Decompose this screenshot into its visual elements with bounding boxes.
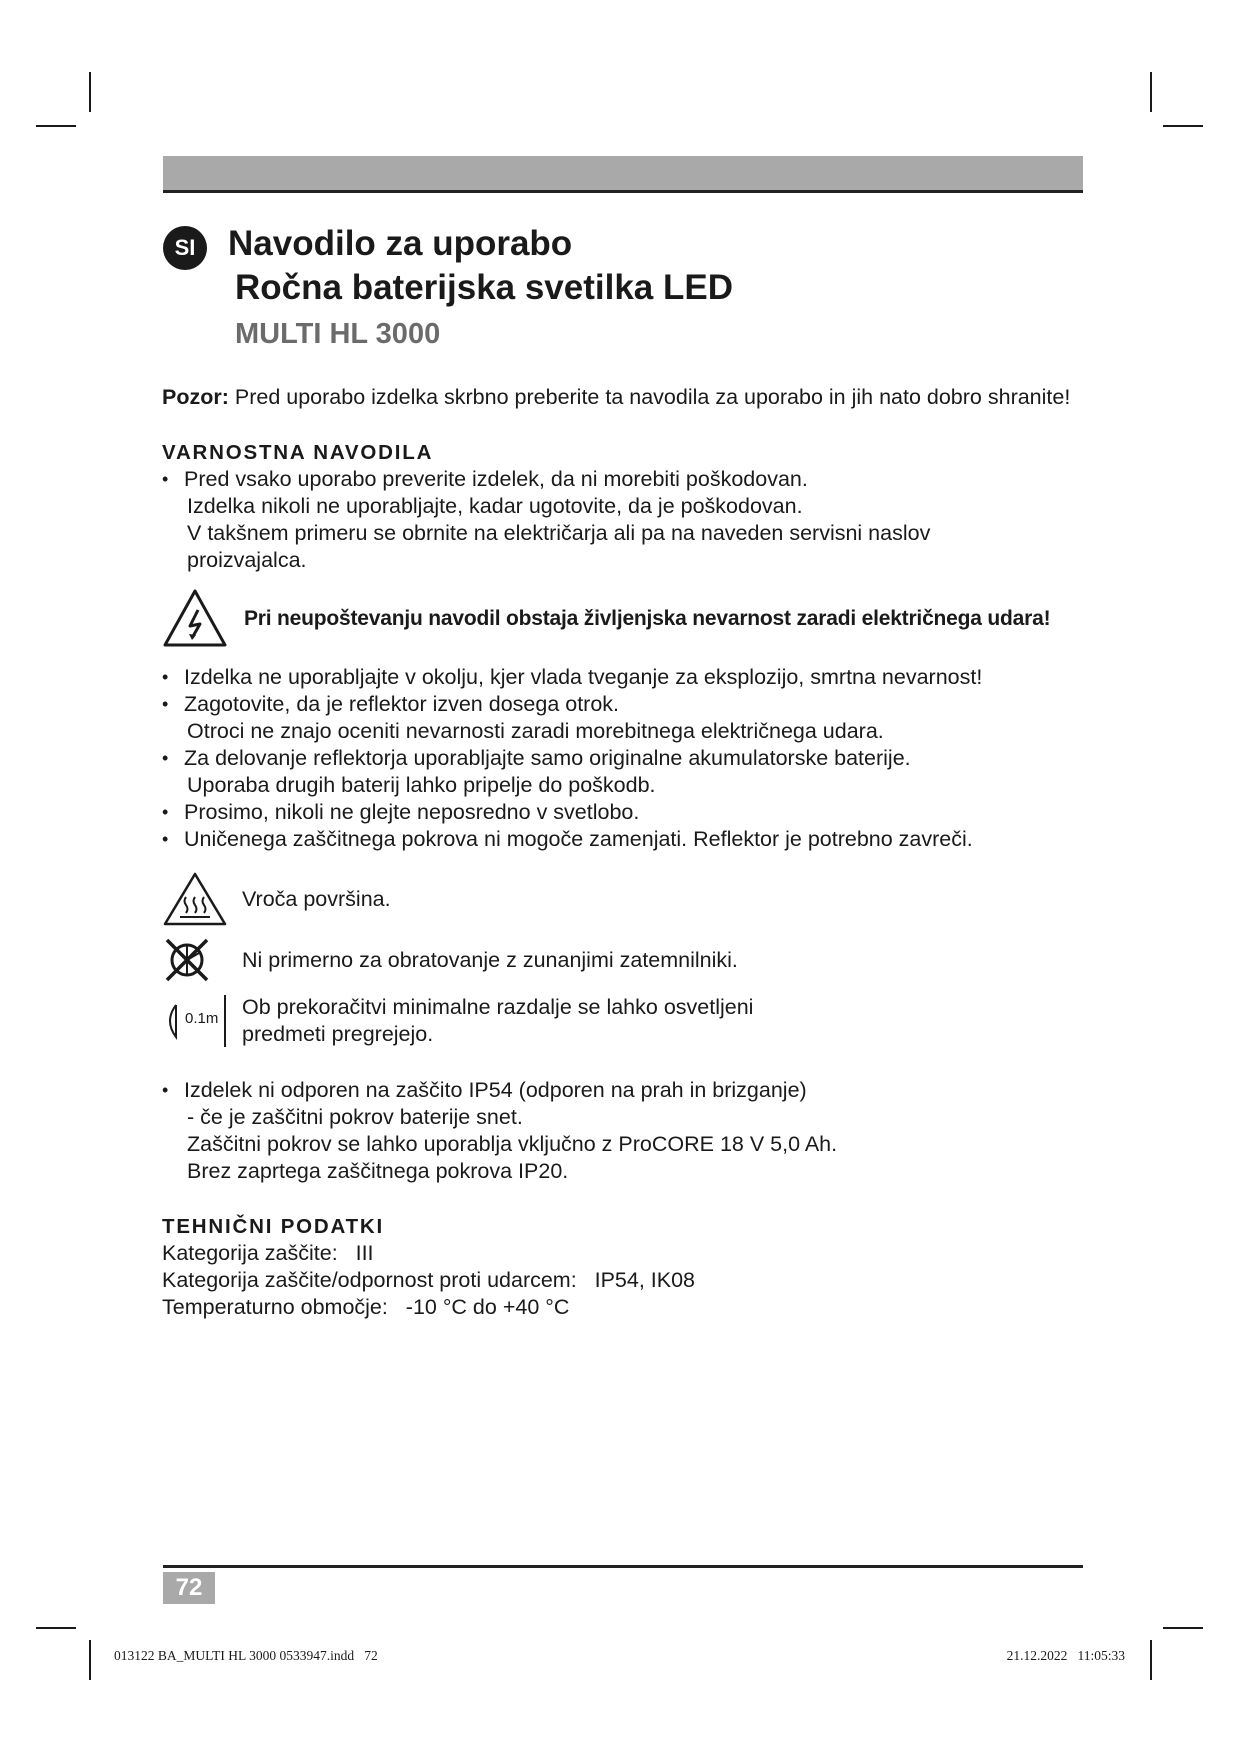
min-distance-label: 0.1m (185, 1010, 219, 1027)
no-dimmer-text: Ni primerno za obratovanje z zunanjimi zatemnilniki. (242, 947, 738, 972)
intro-label: Pozor: (162, 385, 229, 409)
min-distance-text: Ob prekoračitvi minimalne razdalje se lahko osvetljeni predmeti pregrejejo. (242, 995, 754, 1046)
manual-content (162, 384, 1092, 1321)
hot-surface-text: Vroča površina. (242, 886, 391, 911)
warning-text: Pri neupoštevanju navodil obstaja življenjska nevarnost zaradi električnega udara! (244, 606, 1051, 630)
no-dimmer-icon (162, 935, 212, 985)
crop-mark (36, 125, 76, 127)
intro-paragraph (162, 384, 1092, 411)
header-rule (163, 190, 1083, 193)
crop-mark (36, 1627, 76, 1629)
hot-surface-icon (162, 871, 228, 927)
header-bar (163, 156, 1083, 190)
crop-mark (89, 72, 91, 112)
language-badge: SI (163, 226, 207, 270)
list-item: • Uničenega zaščitnega pokrova ni mogoče zamenjati. Reflektor je potrebno zavreči. (162, 826, 1092, 853)
list-item: • Pred vsako uporabo preverite izdelek, da ni morebiti poškodovan. Izdelka nikoli ne uporabljajte, kadar ugotovite, da je poškodovan. V takšnem primeru se obrnite na električarja ali pa na naveden servisni naslov proizvajalca. (162, 466, 1092, 574)
ip-list (162, 1077, 1092, 1185)
tech-row: Temperaturno območje: -10 °C do +40 °C (162, 1295, 570, 1319)
print-timestamp: 21.12.2022 11:05:33 (1006, 1648, 1125, 1663)
safety-heading: VARNOSTNA NAVODILA (162, 441, 434, 464)
safety-list-1 (162, 466, 1092, 574)
no-dimmer-row (162, 935, 1092, 985)
hot-surface-row (162, 871, 1092, 927)
crop-mark (1163, 125, 1203, 127)
electric-shock-warning-icon (162, 588, 228, 648)
electric-warning (162, 588, 1092, 648)
tech-row: Kategorija zaščite: III (162, 1241, 374, 1265)
min-distance-row (162, 993, 1092, 1049)
safety-list-2 (162, 664, 1092, 853)
product-title: Ročna baterijska svetilka LED (235, 268, 733, 307)
crop-mark (1150, 72, 1152, 112)
tech-heading: TEHNIČNI PODATKI (162, 1215, 385, 1238)
crop-mark (1150, 1640, 1152, 1680)
tech-row: Kategorija zaščite/odpornost proti udarcem: IP54, IK08 (162, 1268, 696, 1292)
list-item: • Zagotovite, da je reflektor izven dosega otrok. Otroci ne znajo oceniti nevarnosti zaradi morebitnega električnega udara. (162, 691, 1092, 745)
list-item: • Izdelka ne uporabljajte v okolju, kjer vlada tveganje za eksplozijo, smrtna nevarnost! (162, 664, 1092, 691)
list-item: • Prosimo, nikoli ne glejte neposredno v svetlobo. (162, 799, 1092, 826)
file-slug: 013122 BA_MULTI HL 3000 0533947.indd 72 (114, 1648, 378, 1663)
page-number: 72 (163, 1572, 215, 1604)
crop-mark (1163, 1627, 1203, 1629)
crop-mark (89, 1640, 91, 1680)
list-item: • Za delovanje reflektorja uporabljajte samo originalne akumulatorske baterije. Uporaba drugih baterij lahko pripelje do poškodb. (162, 745, 1092, 799)
footer-rule (163, 1565, 1083, 1568)
list-item: • Izdelek ni odporen na zaščito IP54 (odporen na prah in brizganje) - če je zaščitni pokrov baterije snet. Zaščitni pokrov se lahko uporablja vključno z ProCORE 18 V 5,0 Ah. Brez zaprtega zaščitnega pokrova IP20. (162, 1077, 1092, 1185)
intro-text: Pred uporabo izdelka skrbno preberite ta navodila za uporabo in jih nato dobro shranite! (228, 385, 1071, 409)
model-name: MULTI HL 3000 (235, 318, 441, 350)
document-title: Navodilo za uporabo (228, 224, 573, 263)
